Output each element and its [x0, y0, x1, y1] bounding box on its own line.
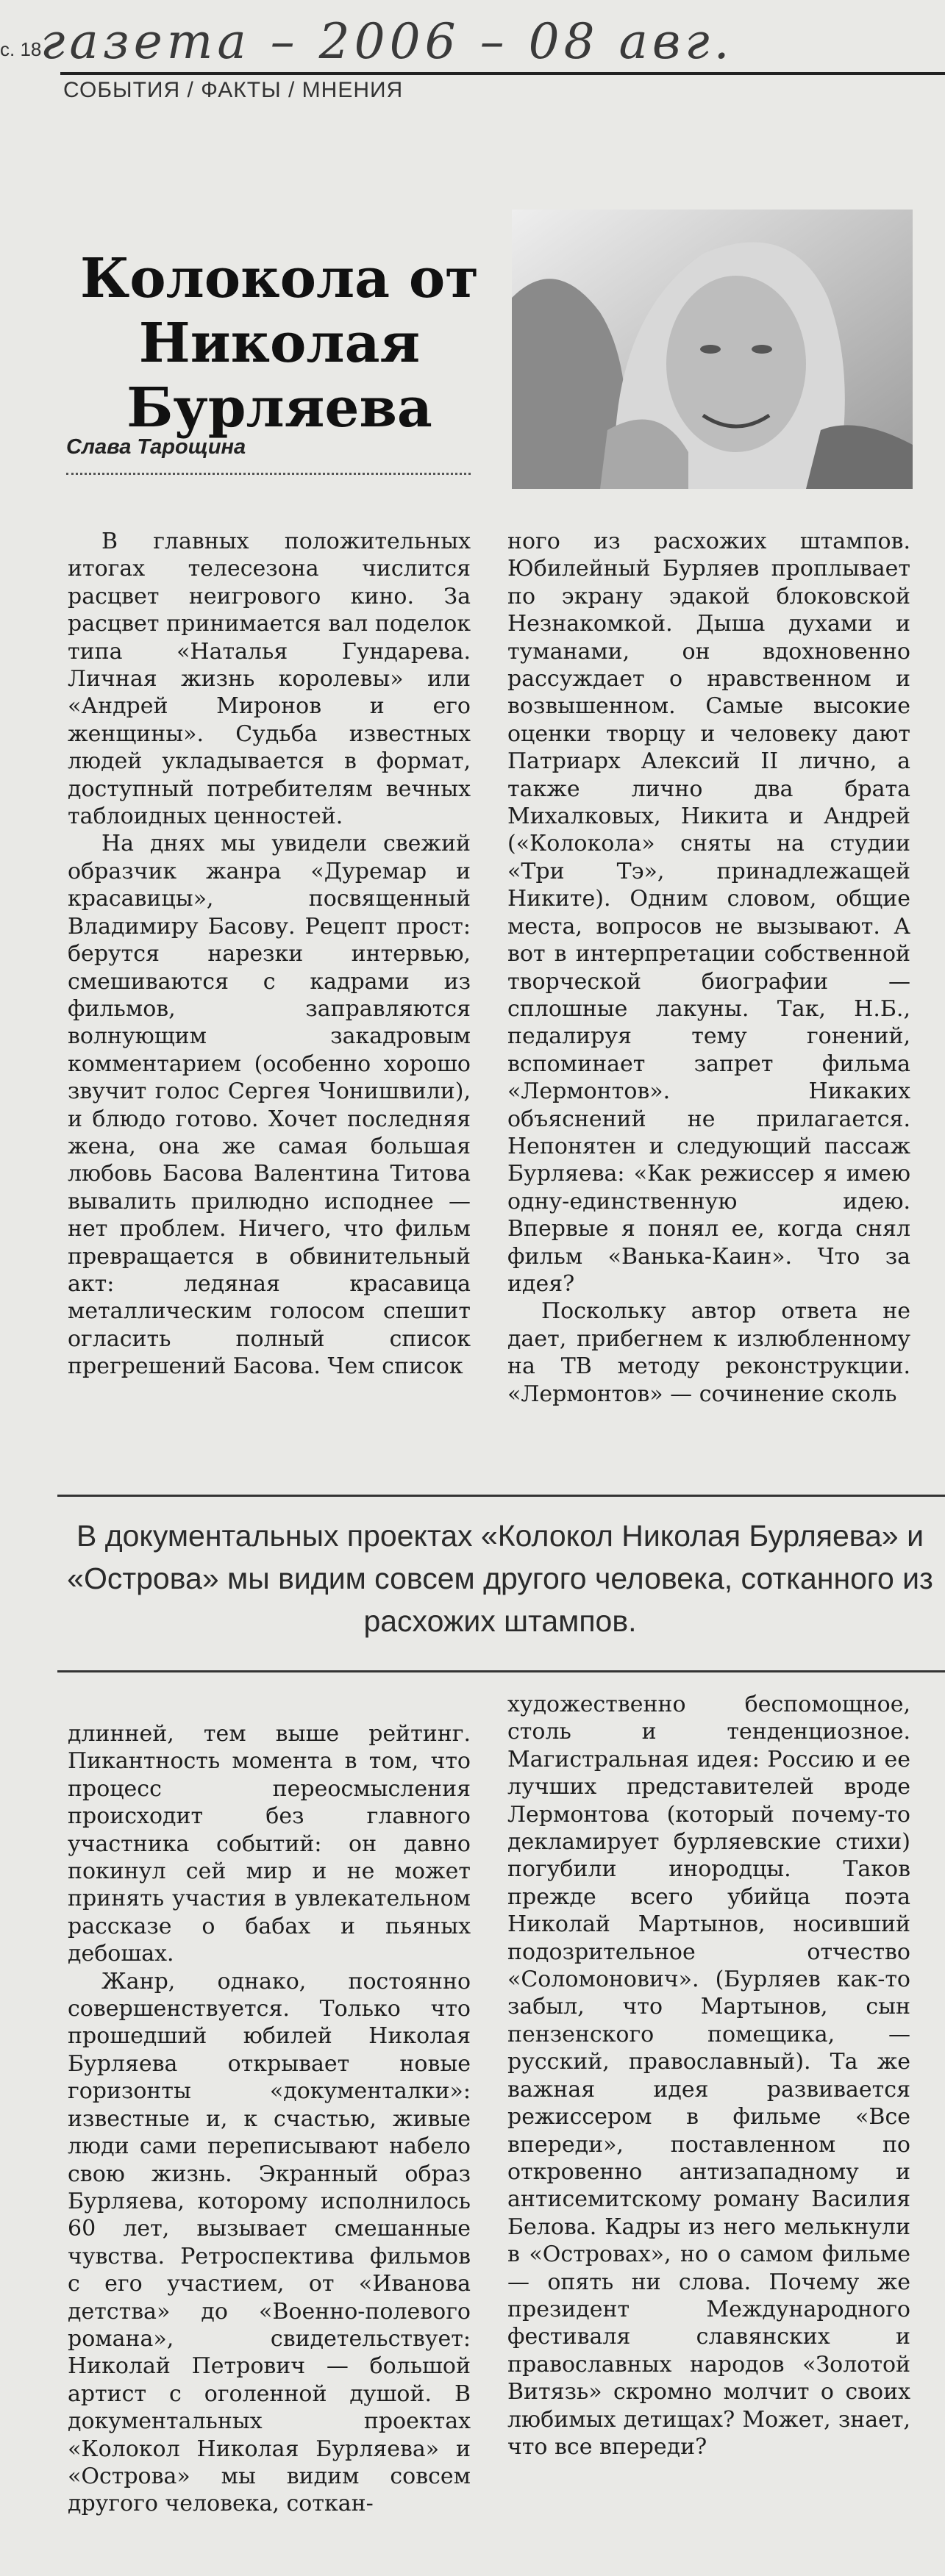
handwritten-note: газета – 2006 – 08 авг. — [40, 13, 734, 70]
article-column-4 — [507, 1691, 910, 2461]
byline-rule — [66, 473, 471, 475]
page-number: с. 18 — [0, 38, 42, 60]
section-label: СОБЫТИЯ / ФАКТЫ / МНЕНИЯ — [63, 78, 404, 102]
paragraph: На днях мы увидели свежий образчик жанра «Дуремар и красавицы», посвященный Владимиру Басову. Рецепт прост: берутся нарезки интервью, смешиваются с кадрами из фильмов, заправляются волнующим закадровым комментарием (особенно хорошо звучит голос Сергея Чонишвили), и блюдо готово. Хочет последняя жена, она же самая большая любовь Басова Валентина Титова вывалить прилюдно исподнее — нет проблем. Ничего, что фильм превращается в обвинительный акт: ледяная красавица металлическим голосом спешит огласить полный список прегрешений Басова. Чем список — [68, 831, 471, 1380]
pull-quote: В документальных проектах «Колокол Николая Бурляева» и «Острова» мы видим совсем другого человека, сотканного из расхожих штампов. — [67, 1519, 933, 1638]
paragraph: Жанр, однако, постоянно совершенствуется. Только что прошедший юбилей Николая Бурляева открывает новые горизонты «документалки»: известные и, к счастью, живые люди сами переписывают набело свою жизнь. Экранный образ Бурляева, которому исполнилось 60 лет, вызывает смешанные чувства. Ретроспектива фильмов с его участием, от «Иванова детства» до «Военно-полевого романа», свидетельствует: Николай Петрович — большой артист с оголенной душой. В документальных проектах «Колокол Николая Бурляева» и «Острова» мы видим совсем другого человека, соткан- — [68, 1968, 471, 2517]
pull-quote-rule-top — [57, 1495, 945, 1497]
paragraph: художественно беспомощное, столь и тенденциозное. Магистральная идея: Россию и ее лучших представителей вроде Лермонтова (который почему-то декламирует бурляевские стихи) погубили инородцы. Таков прежде всего убийца поэта Николай Мартынов, носивший подозрительное отчество «Соломонович». (Бурляев как-то забыл, что Мартынов, сын пензенского помещика, — русский, православный). Та же важная идея развивается режиссером в фильме «Все впереди», поставленном по откровенно антизападному и антисемитскому роману Василия Белова. Кадры из него мелькнули в «Островах», но о самом фильме — опять ни слова. Почему же президент Международного фестиваля славянских и православных народов «Золотой Витязь» скромно молчит о своих любимых детищах? Может, знает, что все впереди? — [507, 1692, 910, 2460]
article-column-2 — [507, 528, 910, 1408]
paragraph: длинней, тем выше рейтинг. Пикантность момента в том, что процесс переосмысления происходит без главного участника событий: он давно покинул сей мир и не может принять участия в увлекательном рассказе о бабах и пьяных дебошах. — [68, 1721, 471, 1967]
portrait-photo — [512, 210, 913, 489]
pull-quote-rule-bottom — [57, 1670, 945, 1672]
paragraph: В главных положительных итогах телесезона числится расцвет неигрового кино. За расцвет принимается вал поделок типа «Наталья Гундарева. Личная жизнь королевы» или «Андрей Миронов и его женщины». Судьба известных людей укладывается в формат, доступный потребителям вечных таблоидных ценностей. — [68, 529, 471, 830]
header-rule — [60, 72, 945, 75]
article-headline: Колокола от Николая Бурляева — [79, 246, 479, 440]
paragraph: ного из расхожих штампов. Юбилейный Бурляев проплывает по экрану эдакой блоковской Незнакомкой. Дыша духами и туманами, он вдохновенно рассуждает о нравственном и возвышенном. Самые высокие оценки творцу и человеку дают Патриарх Алексий II лично, а также лично два брата Михалковых, Никита и Андрей («Колокола» сняты на студии «Три Тэ», принадлежащей Никите). Одним словом, общие места, вопросов не вызывают. А вот в интерпретации собственной творческой биографии — сплошные лакуны. Так, Н.Б., педалируя тему гонений, вспоминает запрет фильма «Лермонтов». Никаких объяснений не прилагается. Непонятен и следующий пассаж Бурляева: «Как режиссер я имею одну-единственную идею. Впервые я понял ее, когда снял фильм «Ванька-Каин». Что за идея? — [507, 529, 910, 1297]
article-column-3 — [68, 1720, 471, 2518]
portrait-image — [512, 210, 913, 489]
article-byline: Слава Тарощина — [66, 435, 246, 459]
paragraph: Поскольку автор ответа не дает, прибегнем к излюбленному на ТВ методу реконструкции. «Лермонтов» — сочинение сколь — [507, 1298, 910, 1407]
article-column-1 — [68, 528, 471, 1381]
